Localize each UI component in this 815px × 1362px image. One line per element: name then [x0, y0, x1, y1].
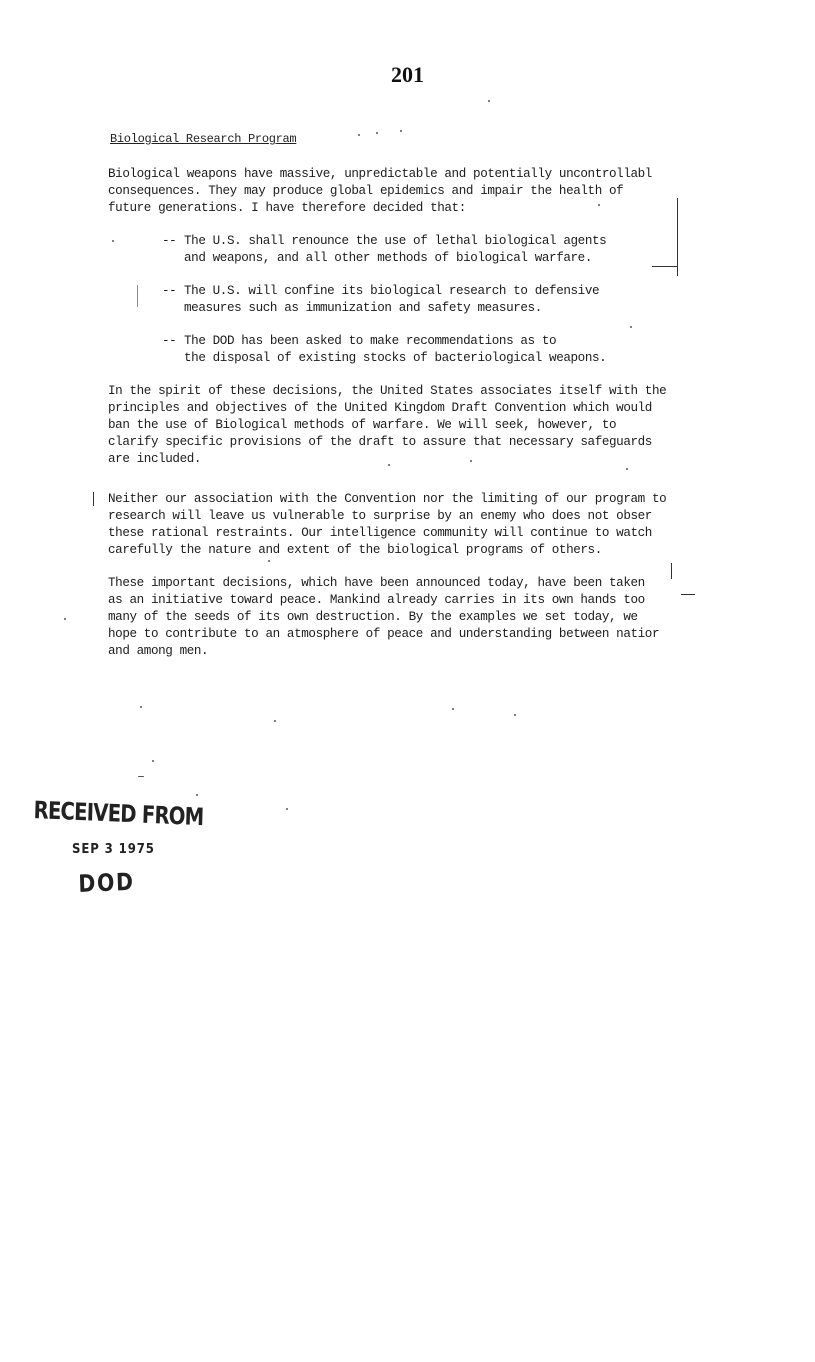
- received-date-stamp: SEP 3 1975: [72, 842, 155, 857]
- scan-speck: [138, 776, 144, 777]
- paragraph-line: clarify specific provisions of the draft to assure that necessary safeguards: [108, 435, 652, 449]
- bullet-line: the disposal of existing stocks of bacteriological weapons.: [184, 351, 607, 365]
- bullet-dash: --: [162, 234, 177, 248]
- closing-paragraph: [108, 575, 659, 660]
- scan-speck: [358, 134, 360, 136]
- agency-stamp: DOD: [78, 867, 136, 898]
- bullet-line: The U.S. will confine its biological research to defensive: [184, 284, 600, 298]
- paragraph-line: as an initiative toward peace. Mankind already carries in its own hands too: [108, 593, 645, 607]
- paragraph-line: research will leave us vulnerable to surprise by an enemy who does not obser: [108, 509, 652, 523]
- margin-dash-mark: [137, 285, 138, 307]
- scan-speck: [400, 130, 402, 132]
- scan-speck: [598, 204, 600, 206]
- paragraph-line: many of the seeds of its own destruction. By the examples we set today, we: [108, 610, 638, 624]
- bullet-dash: --: [162, 334, 177, 348]
- intro-paragraph: [108, 166, 652, 217]
- scan-speck: [388, 464, 390, 466]
- section-heading: Biological Research Program: [110, 132, 297, 146]
- margin-line-mark: [677, 198, 678, 276]
- margin-dash-mark: [671, 563, 672, 579]
- bullet-line: The U.S. shall renounce the use of lethal biological agents: [184, 234, 607, 248]
- margin-tick-mark: [681, 594, 695, 595]
- intro-line: future generations. I have therefore decided that:: [108, 201, 466, 215]
- bullet-item-disposal: [162, 333, 606, 367]
- intelligence-paragraph: [108, 491, 666, 559]
- scan-speck: [514, 714, 516, 716]
- page-number: 201: [391, 62, 424, 87]
- bullet-line: The DOD has been asked to make recommendations as to: [184, 334, 557, 348]
- bullet-item-renounce: [162, 233, 606, 267]
- scan-speck: [196, 794, 198, 796]
- margin-dash-mark: [93, 492, 94, 506]
- scan-speck: [286, 808, 288, 810]
- paragraph-line: carefully the nature and extent of the biological programs of others.: [108, 543, 602, 557]
- paragraph-line: ban the use of Biological methods of warfare. We will seek, however, to: [108, 418, 617, 432]
- paragraph-line: and among men.: [108, 644, 209, 658]
- scan-speck: [452, 708, 454, 710]
- paragraph-line: are included.: [108, 452, 202, 466]
- scan-speck: [152, 760, 154, 762]
- bullet-line: measures such as immunization and safety measures.: [184, 301, 542, 315]
- paragraph-line: These important decisions, which have been announced today, have been taken: [108, 576, 645, 590]
- paragraph-line: hope to contribute to an atmosphere of peace and understanding between natior: [108, 627, 660, 641]
- intro-line: consequences. They may produce global epidemics and impair the health of: [108, 184, 624, 198]
- scan-speck: [274, 720, 276, 722]
- scan-speck: [112, 240, 114, 242]
- paragraph-line: principles and objectives of the United Kingdom Draft Convention which would: [108, 401, 652, 415]
- scan-speck: [626, 468, 628, 470]
- scan-speck: [470, 460, 472, 462]
- scan-speck: [140, 706, 142, 708]
- paragraph-line: In the spirit of these decisions, the United States associates itself with the: [108, 384, 667, 398]
- scan-speck: [630, 326, 632, 328]
- bullet-dash: --: [162, 284, 177, 298]
- paragraph-line: Neither our association with the Convention nor the limiting of our program to: [108, 492, 667, 506]
- bullet-line: and weapons, and all other methods of biological warfare.: [184, 251, 592, 265]
- scan-speck: [488, 100, 490, 102]
- received-stamp: RECEIVED FROM: [33, 796, 204, 832]
- scan-speck: [268, 560, 270, 562]
- convention-paragraph: [108, 383, 666, 468]
- bullet-item-confine: [162, 283, 599, 317]
- scan-speck: [64, 618, 66, 620]
- margin-tick-mark: [652, 266, 678, 267]
- scan-speck: [376, 132, 378, 134]
- intro-line: Biological weapons have massive, unpredictable and potentially uncontrollabl: [108, 167, 652, 181]
- paragraph-line: these rational restraints. Our intelligence community will continue to watch: [108, 526, 652, 540]
